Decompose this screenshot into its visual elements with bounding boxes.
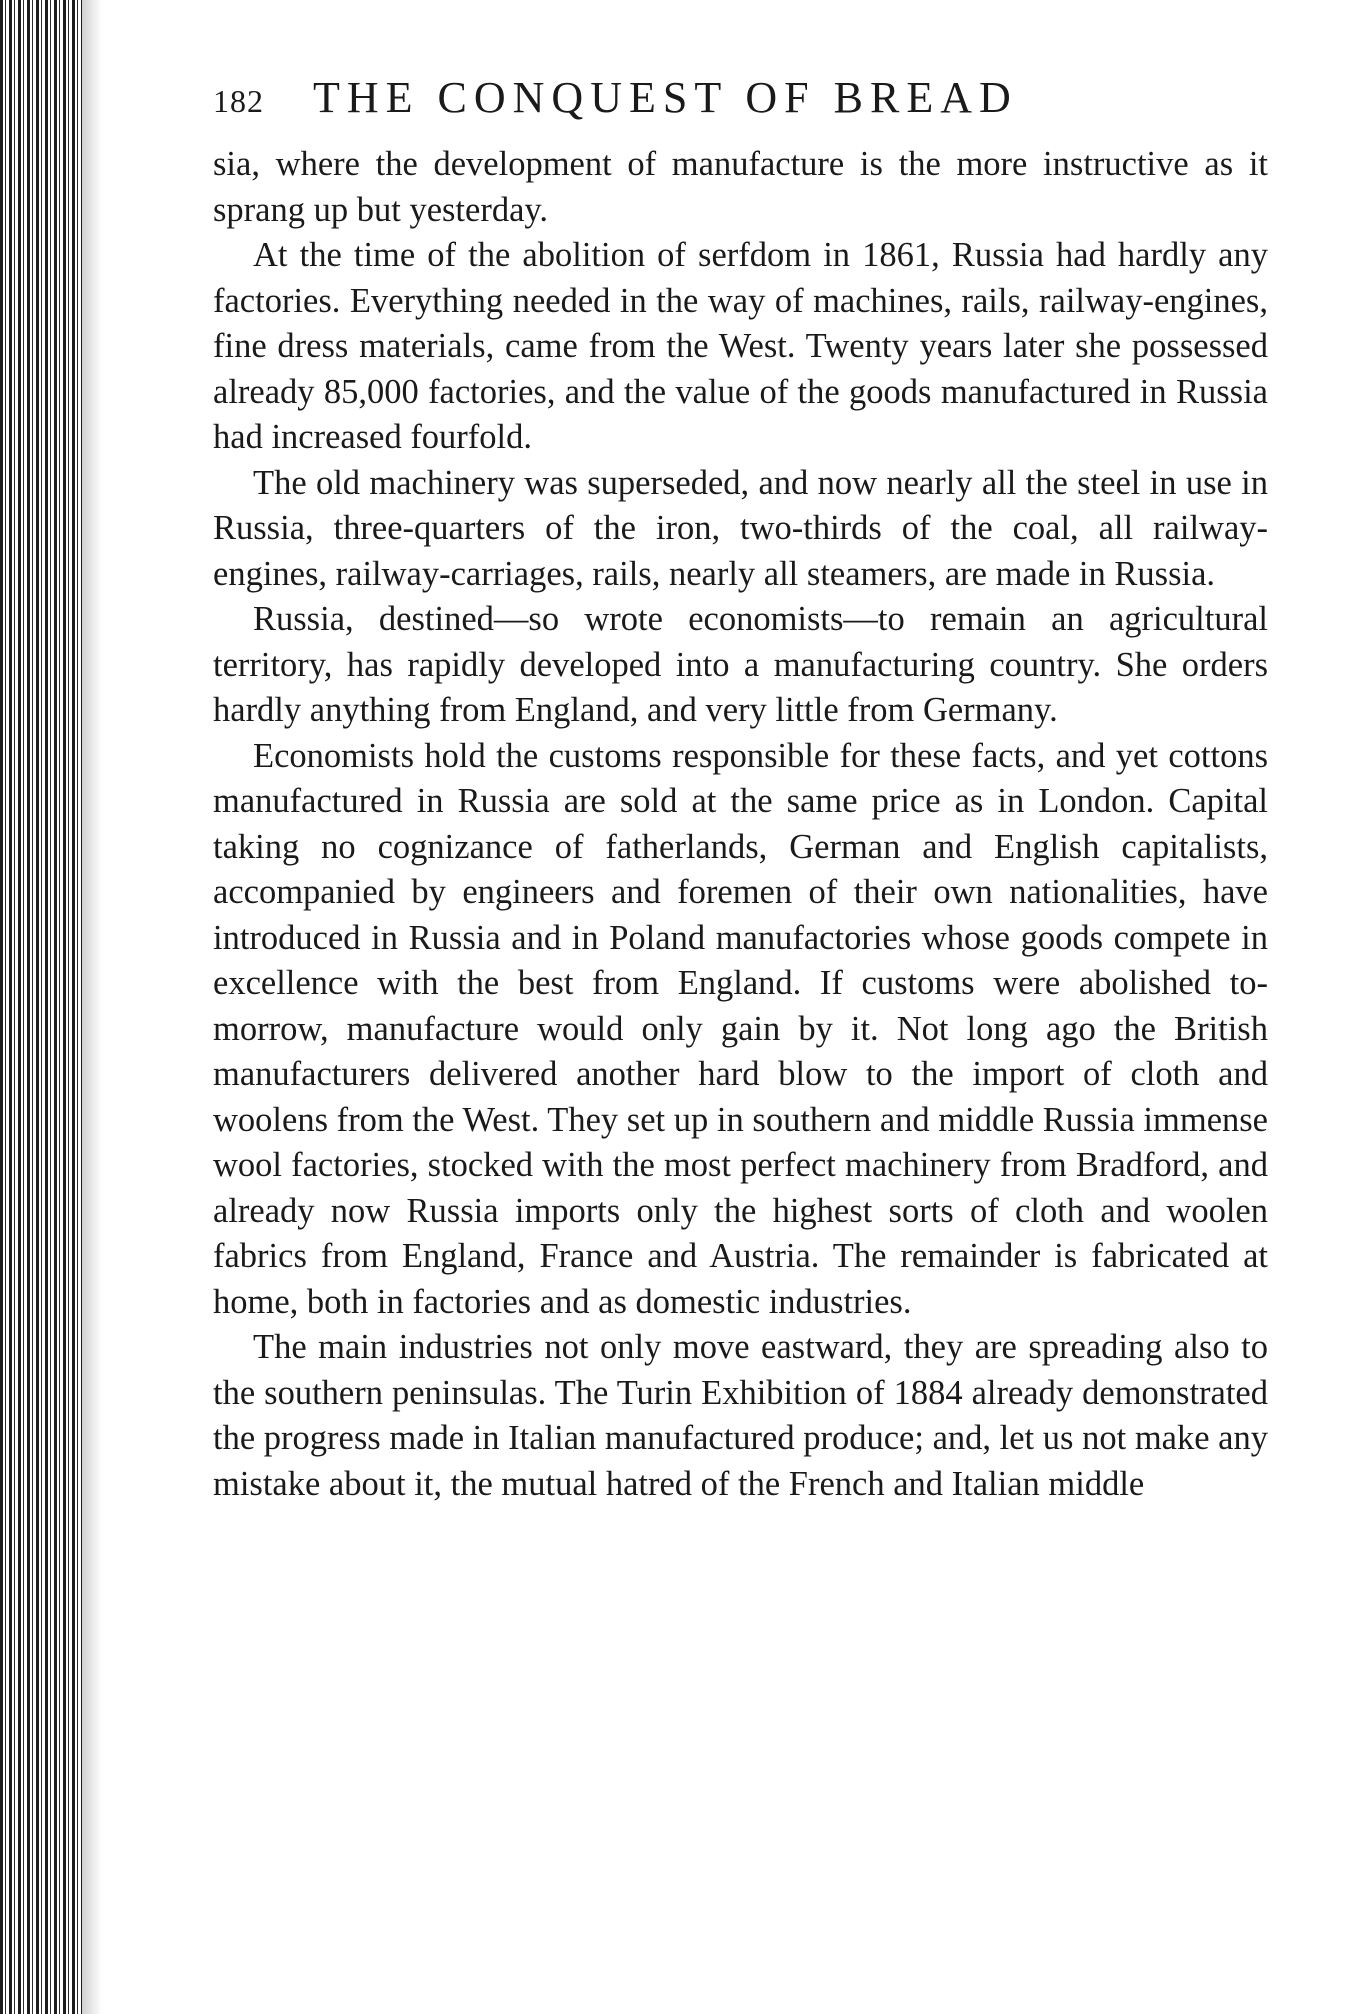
paragraph: At the time of the abolition of serfdom in 1861, Russia had hardly any factories. Everything needed in the way of machines, rails, railway-engines, fine dress materials, came from the West. Twenty years later she possessed already 85,000 factories, and the value of the goods manufactured in Russia had increased fourfold.	[213, 236, 1268, 456]
running-head	[213, 72, 1268, 142]
paragraph: The old machinery was superseded, and now nearly all the steel in use in Russia, three-quarters of the iron, two-thirds of the coal, all railway-engines, railway-carriages, rails, nearly all steamers, are made in Russia.	[213, 463, 1268, 593]
binding-shadow	[82, 0, 102, 2014]
paragraph: The main industries not only move eastward, they are spreading also to the southern peninsulas. The Turin Exhibition of 1884 already demonstrated the progress made in Italian manufactured produce; and, let us not make any mistake about it, the mutual hatred of the French and Italian middle	[213, 1328, 1268, 1503]
page-number: 182	[213, 83, 264, 119]
book-title: THE CONQUEST OF BREAD	[313, 73, 1018, 122]
book-binding-edge	[0, 0, 82, 2014]
body-text	[213, 142, 1268, 1507]
paragraph: Economists hold the customs responsible for these facts, and yet cottons manufactured in Russia are sold at the same price as in London. Capital taking no cognizance of fatherlands, German and English capitalists, accompanied by engineers and foremen of their own nationalities, have introduced in Russia and in Poland manufactories whose goods compete in excellence with the best from England. If customs were abolished to-morrow, manufacture would only gain by it. Not long ago the British manufacturers delivered another hard blow to the import of cloth and woolens from the West. They set up in southern and middle Russia immense wool factories, stocked with the most perfect machinery from Bradford, and already now Russia imports only the highest sorts of cloth and woolen fabrics from England, France and Austria. The remainder is fabricated at home, both in factories and as domestic industries.	[213, 736, 1268, 1321]
paragraph-continuation: sia, where the development of manufacture is the more instructive as it sprang up but yesterday.	[213, 145, 1268, 229]
paragraph: Russia, destined—so wrote economists—to remain an agricultural territory, has rapidly developed into a manufacturing country. She orders hardly anything from England, and very little from Germany.	[213, 600, 1268, 729]
book-page	[213, 72, 1268, 1507]
